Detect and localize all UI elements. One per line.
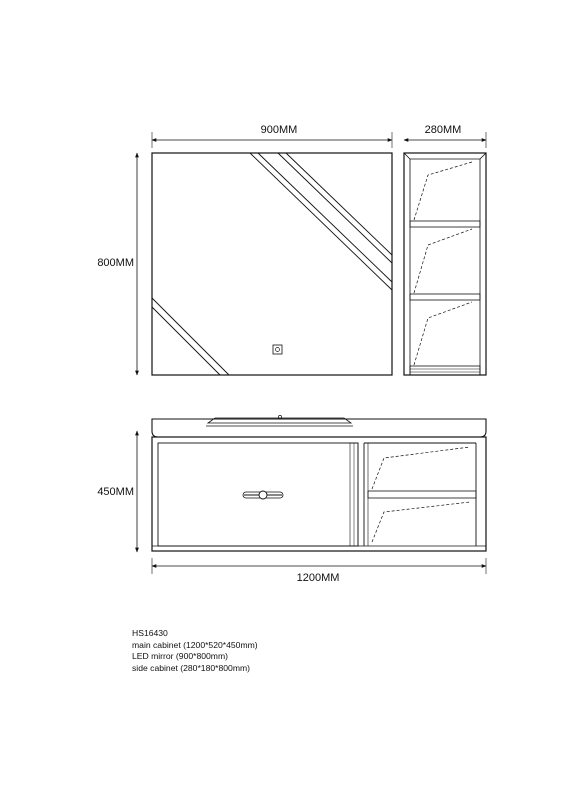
led-mirror	[152, 153, 392, 375]
dimension-vanity-height	[97, 431, 137, 552]
mirror-touch-switch-icon	[273, 345, 282, 354]
open-shelf-led-lines	[372, 447, 470, 542]
countertop	[152, 419, 486, 437]
side-cabinet-base	[410, 366, 480, 375]
main-cabinet-spec: main cabinet (1200*520*450mm)	[132, 639, 258, 650]
side-cabinet-spec: side cabinet (280*180*800mm)	[132, 662, 250, 673]
dimension-side-cabinet-width	[404, 124, 486, 148]
main-cabinet	[152, 415, 486, 551]
dimension-vanity-width	[152, 558, 486, 584]
drawer-handle-icon	[243, 491, 283, 499]
mirror-led-strip-upper	[250, 153, 392, 290]
side-cabinet-led-lines	[414, 162, 472, 365]
mirror-led-strip-lower	[152, 298, 229, 375]
drawer	[158, 443, 358, 546]
spec-block	[132, 628, 258, 674]
side-cabinet-width-label: 280MM	[424, 124, 462, 136]
vanity-width-label: 1200MM	[296, 572, 340, 584]
side-cabinet-shelf-1	[410, 221, 480, 227]
open-shelf-divider	[368, 491, 476, 498]
led-mirror-spec: LED mirror (900*800mm)	[132, 651, 228, 662]
dimension-mirror-width	[152, 124, 392, 148]
open-shelf-unit	[364, 443, 476, 546]
mirror-width-label: 900MM	[260, 124, 298, 136]
dimension-mirror-height	[97, 153, 137, 375]
side-cabinet	[404, 153, 486, 375]
model-number: HS16430	[132, 628, 168, 638]
vanity-height-label: 450MM	[97, 486, 134, 498]
mirror-height-label: 800MM	[97, 257, 134, 269]
side-cabinet-shelf-2	[410, 294, 480, 300]
